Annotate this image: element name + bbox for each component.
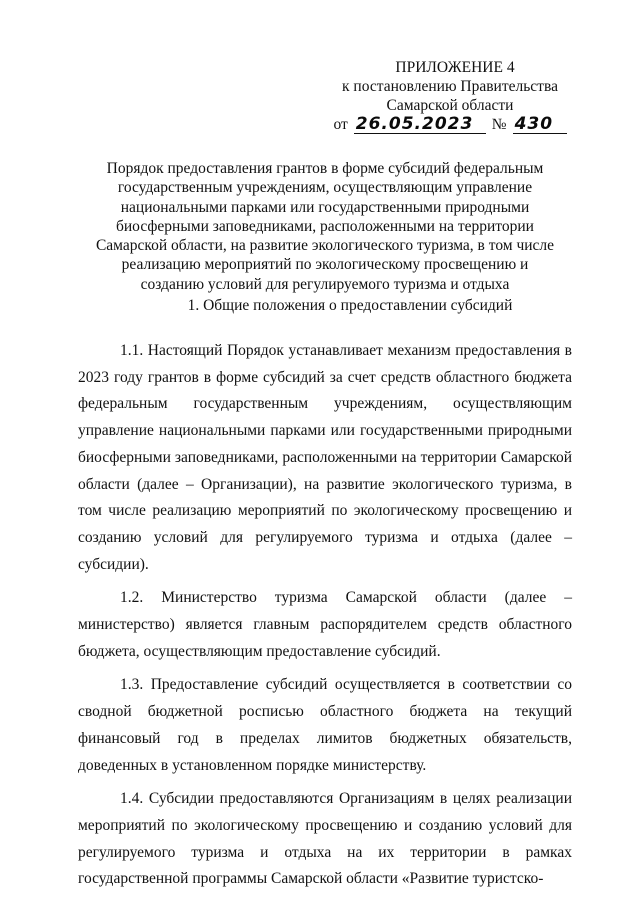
appendix-date-number-line <box>300 115 600 134</box>
appendix-region-line: Самарской области <box>386 97 514 114</box>
number-label: № <box>491 116 507 133</box>
handwritten-date: 26.05.2023 <box>355 114 474 134</box>
paragraph-1-2: 1.2. Министерство туризма Самарской области (далее – министерство) является главным распорядителем средств областного бюджета, осуществляющим предоставление субсидий. <box>78 589 572 660</box>
appendix-block <box>300 58 600 134</box>
document-body <box>78 338 572 900</box>
paragraph-1-4: 1.4. Субсидии предоставляются Организациям в целях реализации мероприятий по экологическому просвещению и созданию условий для регулируемого туризма и отдыха на их территории в рамках государственной программы Самарской области «Развитие туристско- <box>78 790 572 888</box>
date-field <box>354 116 486 134</box>
handwritten-number: 430 <box>514 114 554 134</box>
appendix-resolution-line: к постановлению Правительства <box>342 78 558 95</box>
from-label: от <box>333 116 348 133</box>
number-field <box>513 116 567 134</box>
paragraph-1-1: 1.1. Настоящий Порядок устанавливает механизм предоставления в 2023 году грантов в форме субсидий за счет средств областного бюджета федеральным государственным учреждениям, осуществляющим управление национальными парками или государственными природными биосферными заповедниками, расположенными на территории Самарской области (далее – Организации), на развитие экологического туризма, в том числе реализацию мероприятий по экологическому просвещению и созданию условий для регулируемого туризма и отдыха (далее – субсидии). <box>78 342 572 573</box>
appendix-title: ПРИЛОЖЕНИЕ 4 <box>395 59 515 76</box>
section-heading: 1. Общие положения о предоставлении субсидий <box>187 297 513 314</box>
paragraph-1-3: 1.3. Предоставление субсидий осуществляется в соответствии со сводной бюджетной росписью областного бюджета на текущий финансовый год в пределах лимитов бюджетных обязательств, доведенных в установленном порядке министерству. <box>78 676 572 774</box>
document-title: Порядок предоставления грантов в форме субсидий федеральным государственным учреждениям, осуществляющим управление национальными парками или государственными природными биосферными заповедниками, расположенными на территории Самарской области, на развитие экологического туризма, в том числе реализацию мероприятий по экологическому просвещению и созданию условий для регулируемого туризма и отдыха <box>95 160 555 293</box>
